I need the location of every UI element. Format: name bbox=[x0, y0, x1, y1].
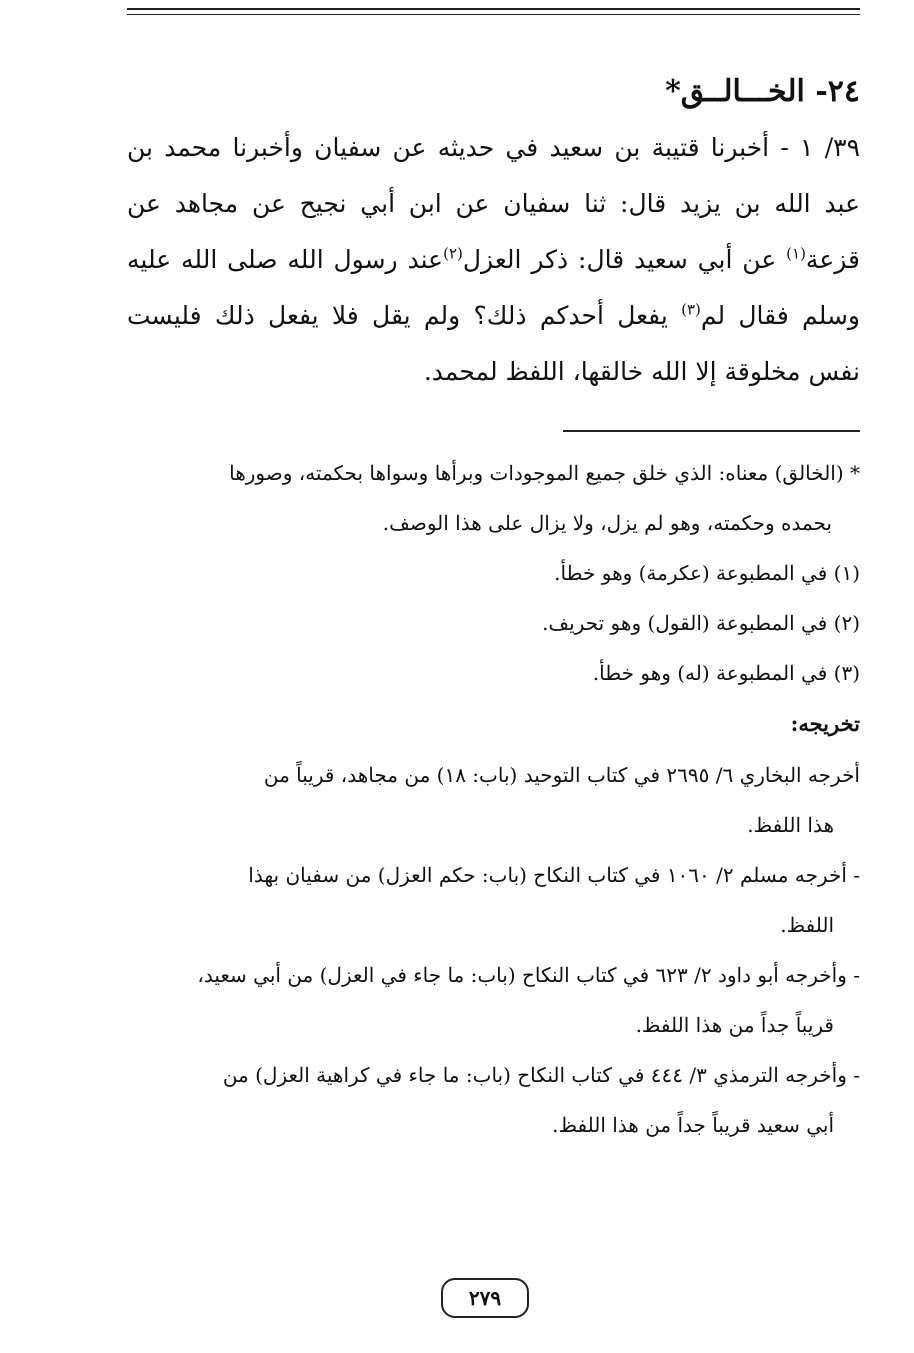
footnote-3: (٣) في المطبوعة (له) وهو خطأ. bbox=[592, 661, 860, 685]
takhrij-item-line-1: - وأخرجه الترمذي ٣/ ٤٤٤ في كتاب النكاح (باب: ما جاء في كراهية العزل) من bbox=[222, 1063, 860, 1087]
takhrij-item-line-2: هذا اللفظ. bbox=[747, 813, 834, 837]
takhrij-item-line-2: اللفظ. bbox=[780, 913, 834, 937]
footnote-ref-3: (٣) bbox=[681, 300, 701, 319]
takhrij-item-line-1: - أخرجه مسلم ٢/ ١٠٦٠ في كتاب النكاح (باب: حكم العزل) من سفيان بهذا bbox=[248, 863, 860, 887]
hadith-part-1: ٣٩/ ١ - أخبرنا قتيبة بن سعيد في حديثه عن سفيان وأخبرنا محمد بن عبد الله بن يزيد قال: ثنا سفيان عن ابن أبي نجيح عن مجاهد عن قزعة bbox=[127, 133, 860, 274]
takhrij-item-line-2: قريباً جداً من هذا اللفظ. bbox=[635, 1013, 834, 1037]
main-text bbox=[127, 70, 860, 400]
header-rules bbox=[127, 8, 860, 19]
takhrij-item-line-1: أخرجه البخاري ٦/ ٢٦٩٥ في كتاب التوحيد (باب: ١٨) من مجاهد، قريباً من bbox=[263, 763, 860, 787]
takhrij-item bbox=[127, 1050, 860, 1150]
takhrij-item bbox=[127, 750, 860, 850]
takhrij-item bbox=[127, 950, 860, 1050]
footnote-ref-2: (٢) bbox=[443, 244, 463, 263]
hadith-part-4: يفعل أحدكم ذلك؟ ولم يقل فلا يفعل ذلك فليست نفس مخلوقة إلا الله خالقها، اللفظ لمحمد. bbox=[127, 301, 860, 386]
hadith-text bbox=[127, 120, 860, 400]
takhrij-heading: تخريجه: bbox=[790, 711, 860, 736]
note-star bbox=[127, 448, 860, 548]
takhrij-item-line-2: أبي سعيد قريباً جداً من هذا اللفظ. bbox=[552, 1113, 834, 1137]
hadith-part-2: عن أبي سعيد قال: ذكر العزل bbox=[462, 245, 787, 274]
hadith-part-3: عند رسول الله صلى الله عليه وسلم فقال لم bbox=[127, 245, 860, 330]
footnote-ref-1: (١) bbox=[786, 244, 806, 263]
footnote-separator bbox=[563, 430, 860, 432]
note-star-line-2: بحمده وحكمته، وهو لم يزل، ولا يزال على هذا الوصف. bbox=[382, 511, 832, 535]
footnote-1: (١) في المطبوعة (عكرمة) وهو خطأ. bbox=[554, 561, 860, 585]
footnotes bbox=[127, 448, 860, 1150]
footnote-2: (٢) في المطبوعة (القول) وهو تحريف. bbox=[542, 611, 860, 635]
chapter-heading: ٢٤- الخـــالــق* bbox=[665, 74, 860, 109]
page-number: ٢٧٩ bbox=[441, 1278, 529, 1318]
takhrij-item-line-1: - وأخرجه أبو داود ٢/ ٦٢٣ في كتاب النكاح (باب: ما جاء في العزل) من أبي سعيد، bbox=[197, 963, 860, 987]
note-star-line-1: * (الخالق) معناه: الذي خلق جميع الموجودات وبرأها وسواها بحكمته، وصورها bbox=[229, 461, 860, 485]
takhrij-item bbox=[127, 850, 860, 950]
